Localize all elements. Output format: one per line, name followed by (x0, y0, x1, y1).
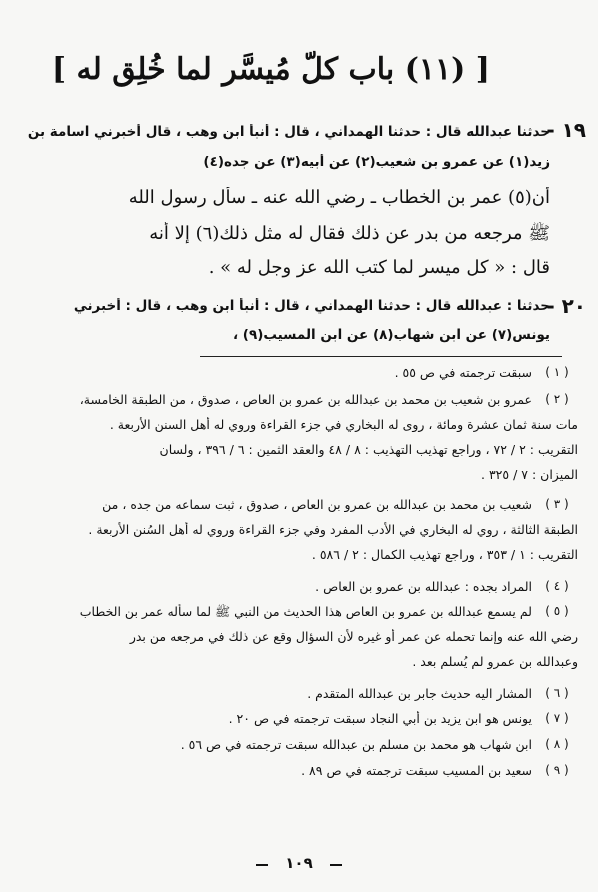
footnote-number: ( ٥ ) (545, 604, 569, 618)
matn-line: قال : « كل ميسر لما كتب الله عز وجل له » . (208, 257, 550, 278)
footnote-number: ( ٩ ) (545, 763, 569, 777)
isnad-line: حدثنا : عبدالله قال : حدثنا الهمداني ، قال : أنبأ ابن وهب ، قال : أخبرني (73, 298, 550, 314)
isnad-line: زيد(١) عن عمرو بن شعيب(٢) عن أبيه(٣) عن جده(٤) (203, 154, 550, 170)
footnote-line: عمرو بن شعيب بن محمد بن عبدالله بن عمرو بن العاص ، صدوق ، من الطبقة الخامسة، (79, 392, 532, 407)
footnote-line: التقريب : ١ / ٣٥٣ ، وراجع تهذيب الكمال : ٢ / ٥٨٦ . (311, 547, 578, 562)
footnote-line: المراد بجده : عبدالله بن عمرو بن العاص . (315, 579, 532, 594)
footnote-number: ( ٦ ) (545, 686, 569, 700)
footnote-line: مات سنة ثمان عشرة ومائة ، روى له البخاري في جزء القراءة وروي له أهل السنن الأربعة . (109, 417, 578, 432)
footnote-line: ابن شهاب هو محمد بن مسلم بن عبدالله سبقت ترجمته في ص ٥٦ . (180, 737, 532, 752)
footnote-number: ( ٨ ) (545, 737, 569, 751)
page-number: ١٠٩ (285, 854, 313, 872)
footnote (30, 763, 578, 783)
footnote (30, 686, 578, 706)
footnote-line: المشار اليه حديث جابر بن عبدالله المتقدم . (307, 686, 532, 701)
hadith-number: ٢٠ - (546, 294, 586, 318)
footnote-line: يونس هو ابن يزيد بن أبي النجاد سبقت ترجمته في ص ٢٠ . (228, 711, 532, 726)
footnote (30, 579, 578, 599)
footnote-number: ( ٤ ) (545, 579, 569, 593)
isnad-line: حدثنا عبدالله قال : حدثنا الهمداني ، قال : أنبأ ابن وهب ، قال أخبرني اسامة بن (28, 124, 550, 140)
footnote-line: التقريب : ٢ / ٧٢ ، وراجع تهذيب التهذيب : ٨ / ٤٨ والعقد الثمين : ٦ / ٣٩٦ ، ولسان (159, 442, 578, 457)
footnote (30, 711, 578, 731)
matn-line: أن(٥) عمر بن الخطاب ـ رضي الله عنه ـ سأل رسول الله (128, 187, 550, 208)
footnote (30, 604, 578, 680)
footnote-line: سبقت ترجمته في ص ٥٥ . (394, 365, 532, 380)
footnote-line: سعيد بن المسيب سبقت ترجمته في ص ٨٩ . (301, 763, 532, 778)
footnote (30, 392, 578, 492)
footnote-line: رضي الله عنه وإنما تحمله عن عمر أو غيره لأن السؤال وقع عن ذلك في مرجعه من بدر (129, 629, 578, 644)
footnote-number: ( ١ ) (545, 365, 569, 379)
footnote-number: ( ٢ ) (545, 392, 569, 406)
chapter-title: [ (١١) باب كلّ مُيسَّر لما خُلِق له ] (51, 52, 490, 87)
footnote-line: الطبقة الثالثة ، روي له البخاري في الأدب المفرد وفي جزء القراءة وروي له أهل السُنن الأربعة . (88, 522, 578, 537)
page-number-dash-right (330, 864, 342, 866)
matn-line: ﷺ مرجعه من بدر عن ذلك فقال له مثل ذلك(٦) إلا أنه (149, 223, 550, 244)
footnote-line: شعيب بن محمد بن عبدالله بن عمرو بن العاص ، صدوق ، ثبت سماعه من جده ، من (102, 497, 532, 512)
footnote-line: الميزان : ٧ / ٣٢٥ . (481, 467, 578, 482)
footnote-line: لم يسمع عبدالله بن عمرو بن العاص هذا الحديث من النبي ﷺ لما سأله عمر بن الخطاب (79, 604, 532, 619)
footnote-number: ( ٧ ) (545, 711, 569, 725)
footnote-number: ( ٣ ) (545, 497, 569, 511)
isnad-line: يونس(٧) عن ابن شهاب(٨) عن ابن المسيب(٩) ، (232, 327, 550, 343)
footnote (30, 497, 578, 575)
footnote-divider (200, 356, 562, 357)
hadith-number: ١٩ - (546, 118, 586, 142)
footnote (30, 365, 578, 385)
footnote (30, 737, 578, 757)
footnote-line: وعبدالله بن عمرو لم يُسلم بعد . (412, 654, 578, 669)
